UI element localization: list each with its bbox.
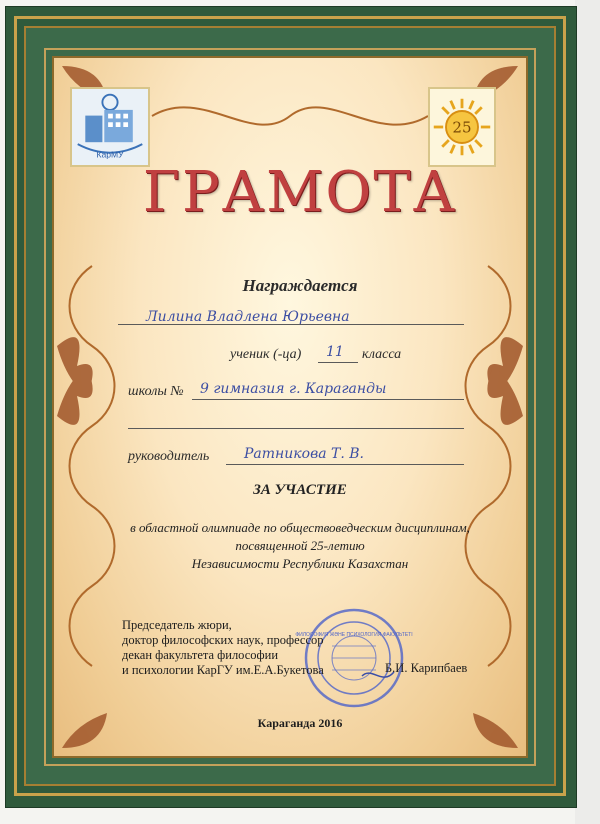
description-line-3: Независимости Республики Казахстан xyxy=(191,556,409,571)
supervisor-label: руководитель xyxy=(128,449,210,464)
for-participation: ЗА УЧАСТИЕ xyxy=(253,482,347,498)
school-line xyxy=(192,399,464,400)
official-stamp xyxy=(295,606,413,710)
university-logo xyxy=(70,87,150,167)
anniversary-logo xyxy=(428,87,496,167)
signature-line-2: доктор философских наук, профессор xyxy=(122,633,324,647)
school-line-2 xyxy=(128,428,464,429)
recipient-name: Лилина Владлена Юрьевна xyxy=(146,309,350,325)
supervisor-line xyxy=(226,464,464,465)
description-line-2: посвященной 25-летию xyxy=(235,538,365,553)
certificate-title: ГРАМОТА xyxy=(142,160,458,225)
stamp-text: ФИЛОСОФИЯ ЖӘНЕ ПСИХОЛОГИЯ ФАКУЛЬТЕТІ xyxy=(295,632,413,638)
signer-name: Б.И. Карипбаев xyxy=(385,661,468,675)
city-year: Караганда 2016 xyxy=(257,716,343,730)
signature-line-1: Председатель жюри, xyxy=(122,618,232,632)
class-label: класса xyxy=(362,347,402,362)
awarded-label: Награждается xyxy=(242,276,358,295)
description-line-1: в областной олимпиаде по обществоведческим дисциплинам, xyxy=(130,520,470,535)
supervisor-value: Ратникова Т. В. xyxy=(244,446,364,462)
anniversary-number: 25 xyxy=(452,118,472,137)
signature-line-4: и психологии КарГУ им.Е.А.Букетова xyxy=(122,663,324,677)
grade-line xyxy=(318,362,358,363)
logo-text: КарМУ xyxy=(96,149,124,160)
school-label: школы № xyxy=(128,384,184,399)
student-label: ученик (-ца) xyxy=(230,347,302,362)
scan-margin xyxy=(575,0,600,824)
grade-value: 11 xyxy=(326,344,344,360)
school-value: 9 гимназия г. Караганды xyxy=(200,381,387,397)
signature-line-3: декан факультета философии xyxy=(122,648,279,662)
